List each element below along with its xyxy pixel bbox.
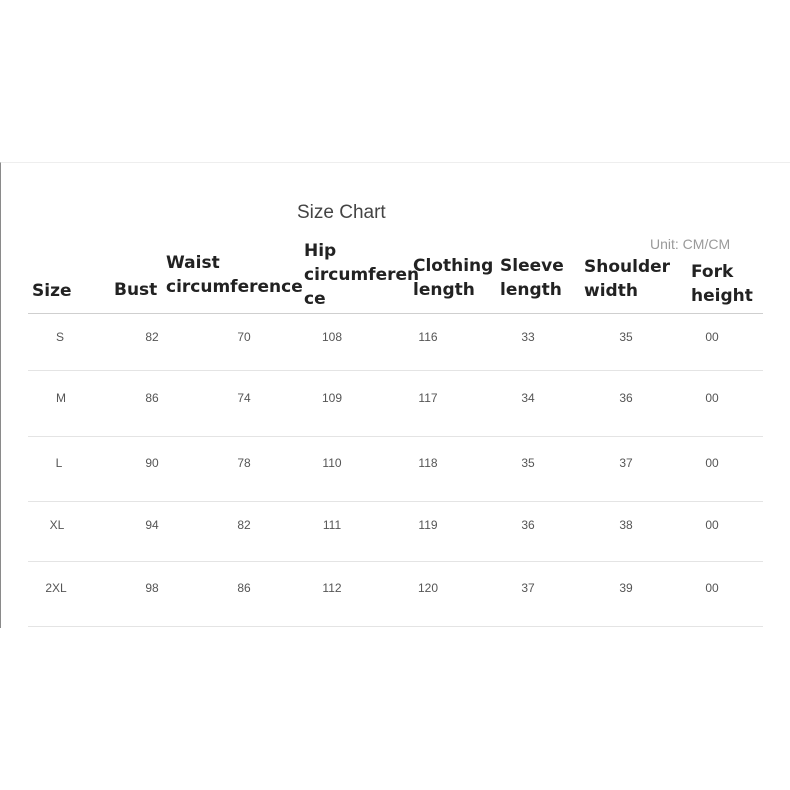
cell-clothing: 117 xyxy=(418,391,438,405)
header-shoulder-line1: Shoulder xyxy=(584,257,671,277)
table-row xyxy=(0,456,790,476)
table-row xyxy=(0,518,790,538)
cell-hip: 112 xyxy=(322,581,342,595)
unit-label: Unit: CM/CM xyxy=(650,236,731,252)
cell-fork: 00 xyxy=(705,518,719,532)
header-hip-line2: circumferen xyxy=(304,265,420,285)
cell-waist: 82 xyxy=(237,518,251,532)
row-divider xyxy=(28,370,763,371)
header-sleeve-line1: Sleeve xyxy=(500,256,564,276)
cell-fork: 00 xyxy=(705,456,719,470)
header-waist xyxy=(166,251,303,299)
cell-size: 2XL xyxy=(45,581,67,595)
table-row xyxy=(0,391,790,411)
cell-clothing: 116 xyxy=(418,330,438,344)
cell-shoulder: 39 xyxy=(619,581,633,595)
cell-clothing: 119 xyxy=(418,518,438,532)
header-waist-line2: circumference xyxy=(166,277,303,297)
cell-sleeve: 34 xyxy=(521,391,535,405)
header-hip xyxy=(304,239,419,311)
cell-shoulder: 36 xyxy=(619,391,633,405)
cell-bust: 82 xyxy=(145,330,159,344)
table-row xyxy=(0,330,790,350)
cell-sleeve: 37 xyxy=(521,581,535,595)
cell-hip: 109 xyxy=(321,391,343,405)
header-fork-line1: Fork xyxy=(691,262,734,282)
cell-sleeve: 36 xyxy=(521,518,535,532)
row-divider xyxy=(28,561,763,562)
header-clothing-line1: Clothing xyxy=(413,256,494,276)
row-divider xyxy=(28,436,763,437)
header-clothing-length xyxy=(413,254,493,302)
header-fork-line2: height xyxy=(691,286,753,306)
cell-waist: 78 xyxy=(237,456,251,470)
cell-hip: 111 xyxy=(322,518,342,532)
cell-shoulder: 38 xyxy=(619,518,633,532)
cell-fork: 00 xyxy=(705,330,719,344)
cell-clothing: 120 xyxy=(417,581,439,595)
row-divider xyxy=(28,626,763,627)
cell-fork: 00 xyxy=(705,581,719,595)
cell-size: XL xyxy=(49,518,65,532)
cell-fork: 00 xyxy=(705,391,719,405)
cell-bust: 98 xyxy=(145,581,159,595)
header-hip-line3: ce xyxy=(304,289,326,309)
chart-title: Size Chart xyxy=(297,202,386,223)
header-sleeve-length xyxy=(500,254,564,302)
table-row xyxy=(0,581,790,601)
cell-sleeve: 35 xyxy=(521,456,535,470)
cell-bust: 94 xyxy=(145,518,159,532)
header-clothing-line2: length xyxy=(413,280,475,300)
header-hip-line1: Hip xyxy=(304,241,337,261)
cell-bust: 86 xyxy=(145,391,159,405)
header-fork-height xyxy=(691,260,753,308)
cell-size: M xyxy=(56,391,66,405)
cell-waist: 86 xyxy=(237,581,251,595)
cell-size: L xyxy=(55,456,63,470)
cell-waist: 74 xyxy=(237,391,251,405)
header-bust: Bust xyxy=(114,280,158,300)
cell-waist: 70 xyxy=(237,330,251,344)
cell-hip: 110 xyxy=(322,456,342,470)
header-sleeve-line2: length xyxy=(500,280,562,300)
cell-sleeve: 33 xyxy=(521,330,535,344)
header-shoulder-line2: width xyxy=(584,281,638,301)
cell-bust: 90 xyxy=(145,456,159,470)
header-divider xyxy=(28,313,763,314)
header-waist-line1: Waist xyxy=(166,253,220,273)
cell-shoulder: 37 xyxy=(619,456,633,470)
header-shoulder-width xyxy=(584,255,670,303)
cell-hip: 108 xyxy=(321,330,343,344)
row-divider xyxy=(28,501,763,502)
cell-shoulder: 35 xyxy=(619,330,633,344)
header-size: Size xyxy=(32,281,72,301)
cell-size: S xyxy=(55,330,65,344)
cell-clothing: 118 xyxy=(418,456,438,470)
